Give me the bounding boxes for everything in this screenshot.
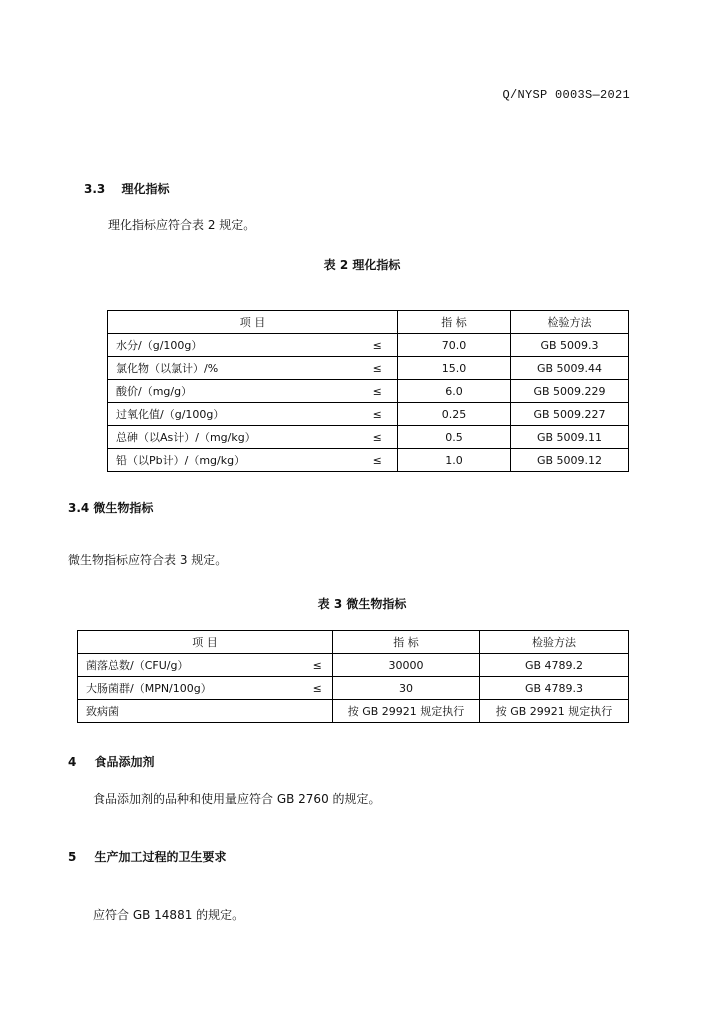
cell-item: 大肠菌群/（MPN/100g） [78,677,303,700]
table-header-row [108,311,629,334]
table-3 [77,630,629,723]
cell-op: ≤ [358,403,398,426]
cell-index: 6.0 [398,380,511,403]
cell-item: 氯化物（以氯计）/% [108,357,358,380]
cell-method: GB 5009.11 [511,426,629,449]
table-row [108,403,629,426]
header-item: 项 目 [108,311,398,334]
table-3-caption: 表 3 微生物指标 [317,597,407,611]
section-3-3-para: 理化指标应符合表 2 规定。 [108,218,256,232]
cell-index: 15.0 [398,357,511,380]
section-3-3-heading [84,180,169,197]
header-method: 检验方法 [480,631,629,654]
header-index: 指 标 [333,631,480,654]
cell-item: 总砷（以As计）/（mg/kg） [108,426,358,449]
cell-index: 30 [333,677,480,700]
cell-method: GB 5009.3 [511,334,629,357]
section-4-heading [68,753,155,770]
header-index: 指 标 [398,311,511,334]
cell-op: ≤ [303,677,333,700]
section-3-4-heading: 3.4 微生物指标 [68,501,154,515]
cell-item: 过氧化值/（g/100g） [108,403,358,426]
cell-method: 按 GB 29921 规定执行 [480,700,629,723]
cell-op: ≤ [358,449,398,472]
cell-index: 70.0 [398,334,511,357]
cell-item: 酸价/（mg/g） [108,380,358,403]
table-row [108,449,629,472]
section-number: 3.3 [84,182,106,196]
cell-index: 0.25 [398,403,511,426]
section-3-4-para: 微生物指标应符合表 3 规定。 [68,553,228,567]
section-title: 生产加工过程的卫生要求 [94,850,227,864]
section-title: 食品添加剂 [94,755,155,769]
cell-item: 菌落总数/（CFU/g） [78,654,303,677]
section-number: 5 [68,850,77,864]
cell-item: 致病菌 [78,700,333,723]
section-5-para: 应符合 GB 14881 的规定。 [93,908,245,922]
header-method: 检验方法 [511,311,629,334]
cell-op: ≤ [358,426,398,449]
table-2 [107,310,629,472]
cell-method: GB 5009.44 [511,357,629,380]
table-2-caption: 表 2 理化指标 [323,258,401,272]
section-number: 4 [68,755,77,769]
table-row [108,380,629,403]
cell-index: 1.0 [398,449,511,472]
cell-index: 30000 [333,654,480,677]
section-4-para: 食品添加剂的品种和使用量应符合 GB 2760 的规定。 [93,792,381,806]
table-row [108,357,629,380]
table-row [78,700,629,723]
cell-index: 0.5 [398,426,511,449]
table-row [78,677,629,700]
table-row [78,654,629,677]
cell-op: ≤ [358,380,398,403]
cell-method: GB 4789.3 [480,677,629,700]
cell-method: GB 5009.12 [511,449,629,472]
cell-op: ≤ [358,357,398,380]
cell-method: GB 5009.229 [511,380,629,403]
cell-op: ≤ [303,654,333,677]
header-item: 项 目 [78,631,333,654]
cell-op: ≤ [358,334,398,357]
cell-method: GB 5009.227 [511,403,629,426]
cell-index: 按 GB 29921 规定执行 [333,700,480,723]
section-title: 理化指标 [121,182,170,196]
table-header-row [78,631,629,654]
section-5-heading [68,848,227,865]
table-row [108,334,629,357]
table-row [108,426,629,449]
cell-method: GB 4789.2 [480,654,629,677]
doc-code: Q/NYSP 0003S—2021 [502,88,630,102]
cell-item: 铅（以Pb计）/（mg/kg） [108,449,358,472]
cell-item: 水分/（g/100g） [108,334,358,357]
